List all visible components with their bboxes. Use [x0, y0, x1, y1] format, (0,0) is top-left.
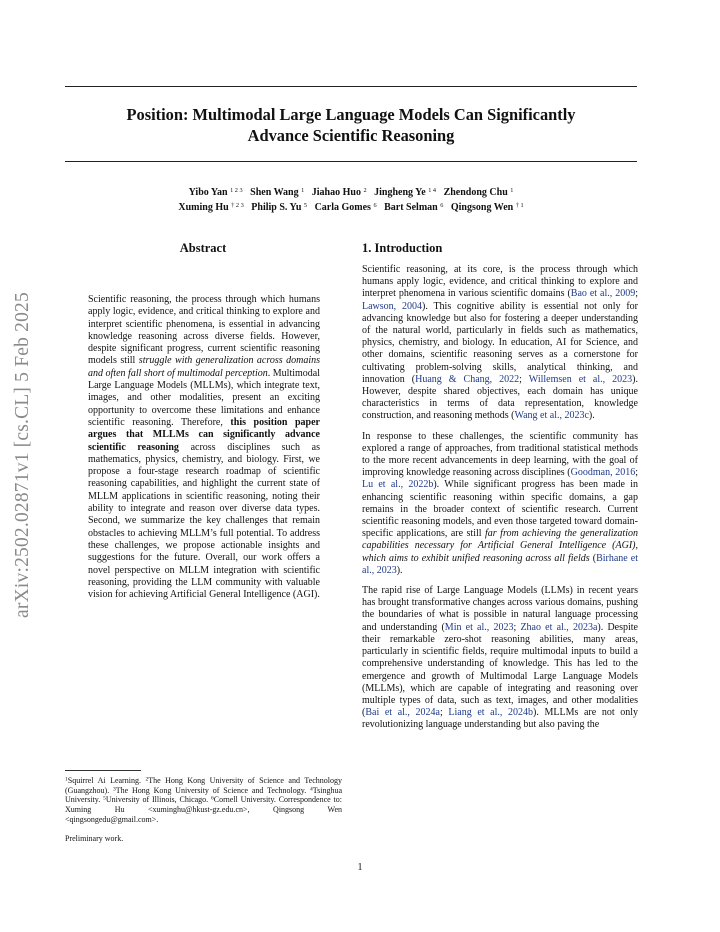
author-list [65, 186, 637, 215]
paper-title [65, 104, 637, 146]
footnote-rule [65, 770, 141, 771]
citation-link[interactable]: Zhao et al., 2023a [520, 621, 598, 633]
citation-link[interactable]: Liang et al., 2024b [448, 707, 534, 719]
author: Carla Gomes $^6$ [314, 201, 377, 213]
author: Qingsong Wen $^{\dagger 1}$ [450, 201, 524, 213]
citation-link[interactable]: Wang et al., 2023c [514, 410, 589, 422]
citation-link[interactable]: Lu et al., 2022b [362, 479, 434, 491]
introduction-body [362, 264, 638, 740]
citation-link[interactable]: Bao et al., 2009 [570, 288, 636, 300]
affiliations-footnote: $^1$Squirrel Ai Learning. $^2$The Hong Kong University of Science and Technology (Guangzhou). $^3$The Hong Kong University of Science and Technology. $^4$Tsinghua University. $^5$University of Illinois, Chicago. $^6$Cornell University. Correspondence to: Xuming Hu <xuminghu@hkust-gz.edu.cn>, Qingsong Wen <qingsongedu@gmail.com>. [65, 776, 342, 824]
arxiv-watermark [7, 255, 39, 655]
title-line-2: Advance Scientific Reasoning [247, 126, 455, 145]
author: Zhendong Chu $^1$ [443, 187, 514, 198]
author: Yibo Yan $^{1 2 3}$ [188, 187, 243, 198]
page-number: 1 [357, 862, 363, 873]
citation-link[interactable]: Huang & Chang, 2022 [415, 373, 520, 385]
author: Bart Selman $^6$ [384, 201, 444, 213]
abstract-text: Scientific reasoning, the process through which humans apply logic, evidence, and critical thinking to explore and interpret scientific phenomena, is essential in advancing knowledge reasoning across diverse fields. However, despite significant progress, current scientific reasoning models still struggle with generalization across domains and often fall short of multimodal perception. Multimodal Large Language Models (MLLMs), which integrate text, images, and other modalities, present an exciting opportunity to overcome these limitations and enhance scientific reasoning. Therefore, this position paper argues that MLLMs can significantly advance scientific reasoning across disciplines such as mathematics, physics, chemistry, and biology. First, we propose a four-stage research roadmap of scientific reasoning capabilities, and highlight the current state of MLLM applications in scientific reasoning, noting their ability to integrate and reason over diverse data types. Second, we summarize the key challenges that remain obstacles to achieving MLLM’s full potential. To address these challenges, we propose actionable insights and suggestions for the future. Overall, our work offers a novel perspective on MLLM integration with scientific reasoning, providing the LLM community with valuable vision for achieving Artificial General Intelligence (AGI). [88, 294, 320, 601]
intro-paragraph-1: Scientific reasoning, at its core, is the process through which humans apply logic, evidence, and critical thinking to explore and interpret phenomena in various scientific domains (Bao et al., 2009; Lawson, 2004). This cognitive ability is essential not only for advancing knowledge but also for fostering a deeper understanding of the natural world, particularly in fields such as mathematics, physics, chemistry, and biology. In education, AI for Science, and other domains, scientific reasoning serves as a cornerstone for cultivating problem-solving skills, analytical thinking, and innovation (Huang & Chang, 2022; Willemsen et al., 2023). However, despite shared objectives, each domain has unique characteristics in terms of data representation, knowledge construction, and reasoning methods (Wang et al., 2023c). [362, 264, 638, 422]
title-line-1: Position: Multimodal Large Language Models Can Significantly [126, 105, 576, 124]
citation-link[interactable]: Willemsen et al., 2023 [528, 373, 633, 385]
top-rule [65, 86, 637, 87]
author: Jingheng Ye $^{1 4}$ [374, 187, 437, 198]
citation-link[interactable]: Birhane et al., 2023 [362, 552, 638, 576]
author-line-2 [65, 201, 637, 216]
citation-link[interactable]: Bai et al., 2024a [365, 707, 440, 719]
author: Philip S. Yu $^5$ [251, 201, 308, 213]
abstract-heading: Abstract [179, 241, 227, 255]
title-bottom-rule [65, 161, 637, 162]
citation-link[interactable]: Goodman, 2016 [570, 467, 636, 479]
citation-link[interactable]: Min et al., 2023 [444, 621, 514, 633]
arxiv-id: arXiv:2502.02871v1 [cs.CL] 5 Feb 2025 [12, 292, 33, 618]
intro-paragraph-2: In response to these challenges, the scientific community has explored a range of approaches, from traditional statistical methods to the more recent advancements in deep learning, with the goal of improving knowledge reasoning across disciplines (Goodman, 2016; Lu et al., 2022b). While significant progress has been made in enhancing scientific reasoning within specific domains, a gap remains in the broader context of scientific research. Current scientific reasoning models, and even those targeted toward domain-specific applications, are still far from achieving the generalization capabilities necessary for Artificial General Intelligence (AGI), which aims to exhibit unified reasoning across all fields (Birhane et al., 2023). [362, 430, 638, 576]
author: Shen Wang $^1$ [250, 187, 305, 198]
intro-paragraph-3: The rapid rise of Large Language Models (LLMs) in recent years has brought transformative changes across various domains, pushing the boundaries of what is possible in natural language processing and understanding (Min et al., 2023; Zhao et al., 2023a). Despite their remarkable zero-shot reasoning abilities, many areas, particularly in scientific fields, require multimodal inputs to build a comprehensive understanding of knowledge. This has led to the emergence and growth of Multimodal Large Language Models (MLLMs), which are capable of integrating and reasoning over multiple types of data, such as text, images, and other modalities (Bai et al., 2024a; Liang et al., 2024b). MLLMs are not only revolutionizing language understanding but also paving the [362, 585, 639, 731]
citation-link[interactable]: Lawson, 2004 [362, 300, 422, 312]
author: Jiahao Huo $^2$ [311, 187, 367, 198]
introduction-heading: 1. Introduction [362, 241, 443, 255]
author: Xuming Hu $^{\dagger 2 3}$ [178, 201, 244, 213]
author-line-1 [65, 186, 637, 201]
preliminary-note: Preliminary work. [65, 834, 124, 843]
